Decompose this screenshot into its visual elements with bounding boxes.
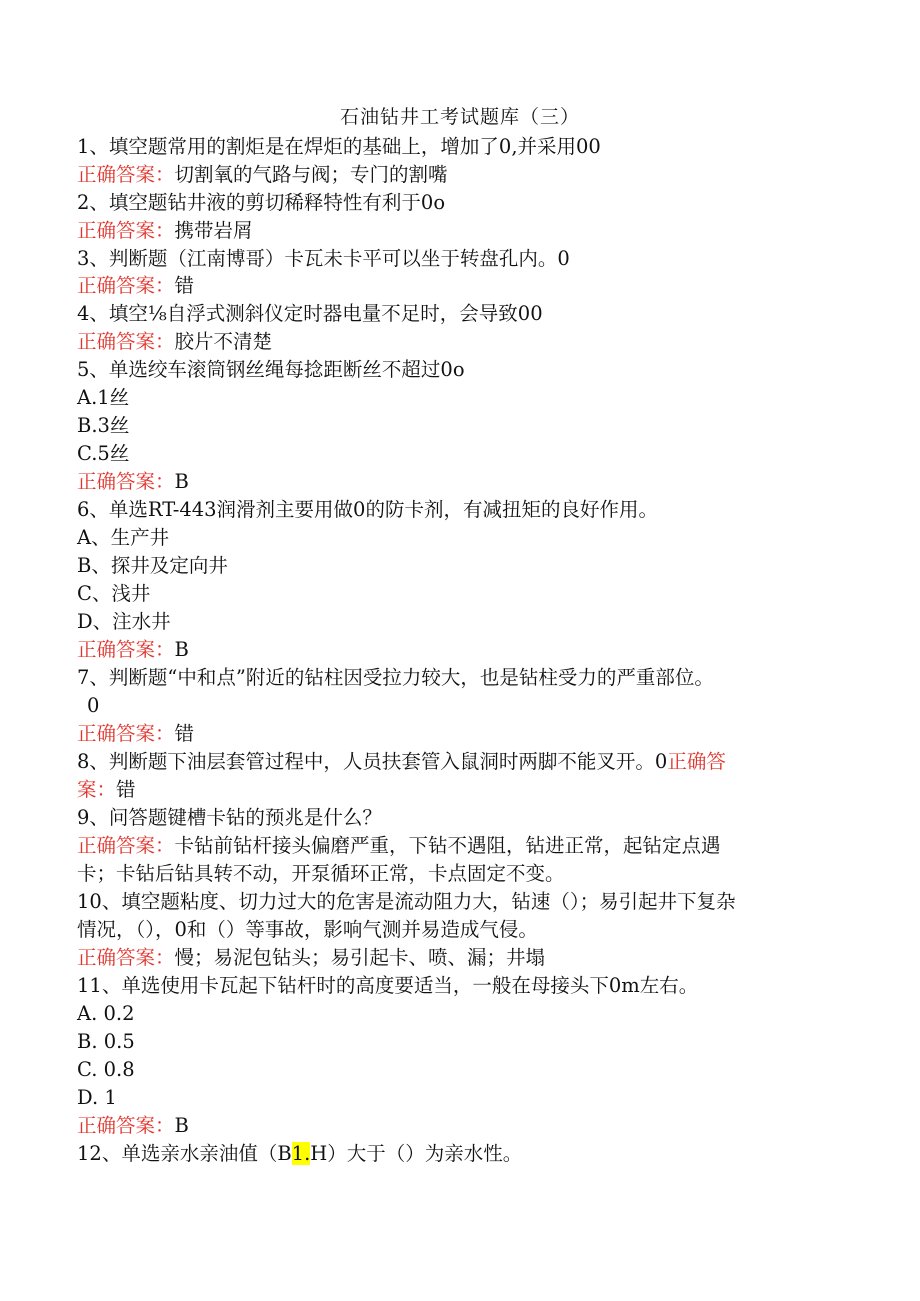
answer-10 (77, 944, 545, 972)
question-12 (77, 1140, 522, 1168)
answer-label-cont: 案： (77, 778, 117, 801)
answer-label: 正确答案： (77, 638, 175, 661)
page-title: 石油钻井工考试题库（三） (339, 106, 580, 128)
answer-label: 正确答案： (77, 834, 175, 857)
highlighted-text: 1. (291, 1142, 311, 1165)
question-3: 3、判断题（江南博哥）卡瓦未卡平可以坐于转盘孔内。0 (77, 247, 570, 270)
answer-text: B (174, 1114, 189, 1137)
answer-9 (77, 832, 721, 860)
option-6d: D、注水井 (77, 610, 171, 633)
question-11: 11、单选使用卡瓦起下钻杆时的高度要适当，一般在母接头下0m左右。 (77, 974, 699, 997)
answer-text: 携带岩屑 (174, 219, 253, 242)
answer-4 (77, 328, 272, 356)
question-2: 2、填空题钻井液的剪切稀释特性有利于0o (77, 191, 446, 214)
option-6a: A、生产井 (77, 526, 170, 549)
option-11b: B. 0.5 (77, 1030, 135, 1053)
answer-text: B (174, 470, 189, 493)
answer-label: 正确答 (667, 750, 726, 773)
answer-label: 正确答案： (77, 163, 175, 186)
answer-text: 错 (174, 722, 195, 745)
question-8 (77, 748, 726, 776)
question-text: 8、判断题下油层套管过程中，人员扶套管入鼠洞时两脚不能叉开。0 (77, 750, 668, 773)
option-5b: B.3丝 (77, 414, 130, 437)
option-6c: C、浅井 (77, 582, 151, 605)
question-1: 1、填空题常用的割炬是在焊炬的基础上，增加了0,并采用00 (77, 135, 601, 158)
answer-text: 错 (174, 274, 195, 297)
answer-label: 正确答案： (77, 722, 175, 745)
option-5c: C.5丝 (77, 442, 130, 465)
answer-text: 错 (116, 778, 136, 801)
answer-label: 正确答案： (77, 274, 175, 297)
option-11a: A. 0.2 (77, 1002, 135, 1025)
answer-3 (77, 272, 194, 300)
answer-11 (77, 1112, 189, 1140)
question-6: 6、单选RT-443润滑剂主要用做0的防卡剂，有减扭矩的良好作用。 (77, 498, 658, 521)
answer-text: 卡钻前钻杆接头偏磨严重，下钻不遇阻，钻进正常，起钻定点遇 (174, 834, 721, 857)
answer-6 (77, 636, 189, 664)
question-4: 4、填空⅛自浮式测斜仪定时器电量不足时，会导致00 (77, 302, 543, 325)
question-10-cont: 情况，（），0和（）等事故，影响气测并易造成气侵。 (77, 918, 538, 941)
answer-label: 正确答案： (77, 946, 175, 969)
question-5: 5、单选绞车滚筒钢丝绳每捻距断丝不超过0o (77, 358, 465, 381)
question-text-pre: 12、单选亲水亲油值（B (77, 1142, 292, 1165)
option-5a: A.1丝 (77, 386, 130, 409)
answer-9-cont: 卡；卡钻后钻具转不动，开泵循环正常，卡点固定不变。 (77, 862, 565, 885)
answer-1 (77, 161, 448, 189)
answer-5 (77, 468, 189, 496)
question-7-cont: 0 (87, 694, 100, 717)
answer-text: 慢；易泥包钻头；易引起卡、喷、漏；井塌 (174, 946, 546, 969)
answer-2 (77, 217, 253, 245)
answer-text: B (174, 638, 189, 661)
option-6b: B、探井及定向井 (77, 554, 228, 577)
question-9: 9、问答题键槽卡钻的预兆是什么？ (77, 806, 382, 829)
answer-label: 正确答案： (77, 219, 175, 242)
answer-7 (77, 720, 194, 748)
answer-label: 正确答案： (77, 470, 175, 493)
option-11d: D. 1 (77, 1086, 117, 1109)
question-text-post: H）大于（）为亲水性。 (310, 1142, 523, 1165)
answer-label: 正确答案： (77, 330, 175, 353)
question-10: 10、填空题粘度、切力过大的危害是流动阻力大，钻速（）；易引起井下复杂 (77, 890, 736, 913)
answer-text: 胶片不清楚 (174, 330, 273, 353)
option-11c: C. 0.8 (77, 1058, 135, 1081)
answer-label: 正确答案： (77, 1114, 175, 1137)
answer-text: 切割氧的气路与阀；专门的割嘴 (174, 163, 448, 186)
answer-8 (77, 776, 136, 804)
question-7: 7、判断题“中和点”附近的钻柱因受拉力较大，也是钻柱受力的严重部位。 (77, 666, 714, 689)
